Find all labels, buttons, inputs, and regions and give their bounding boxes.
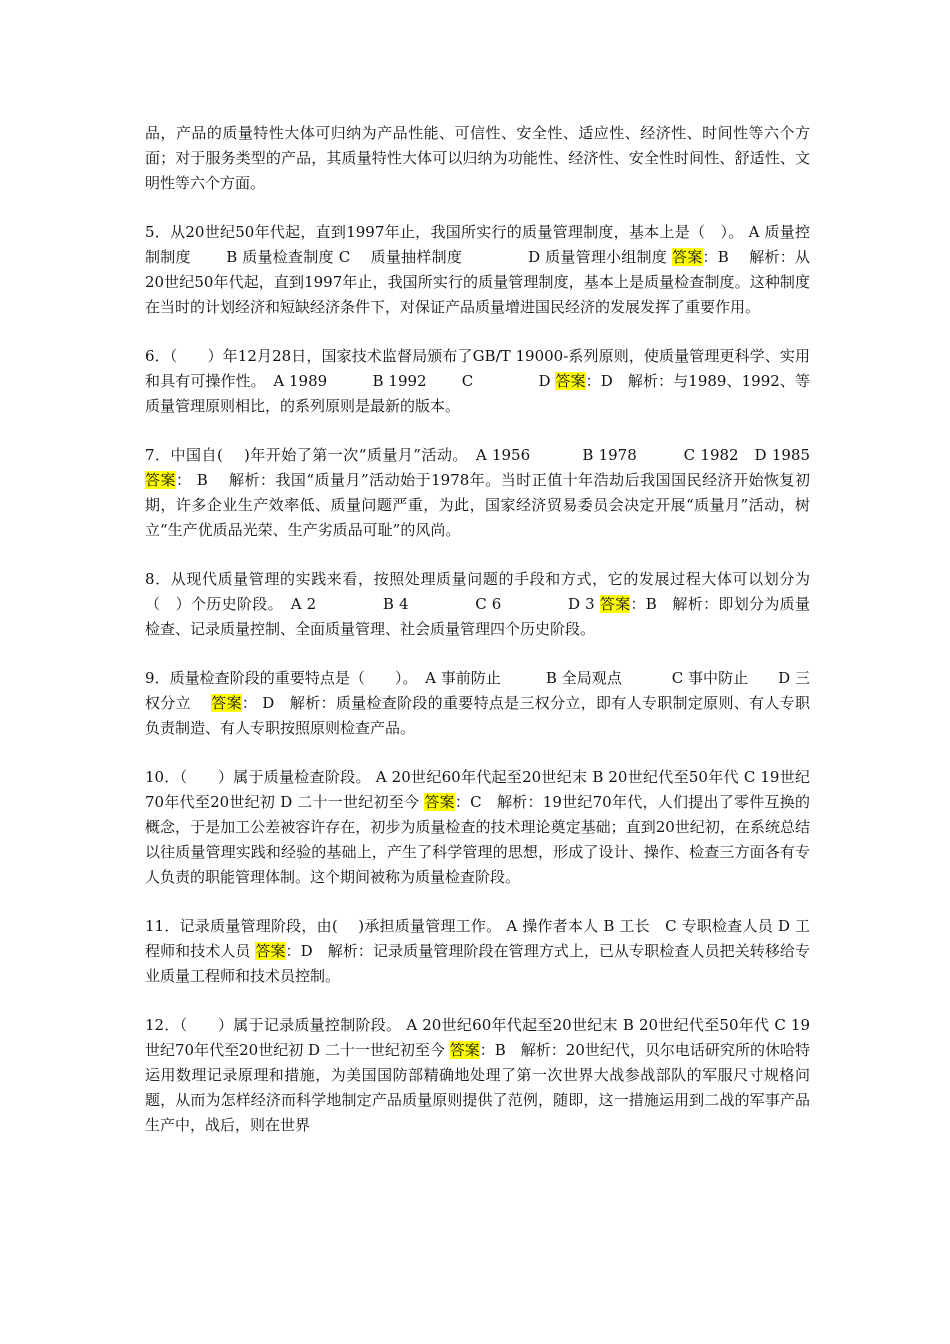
question-12-text: 12．（ ）属于记录质量控制阶段。 A 20世纪60年代起至20世纪末 B 20世纪代至50年代 C 19世纪70年代至20世纪初 D 二十一世纪初至今 bbox=[145, 1016, 810, 1059]
question-6 bbox=[145, 344, 810, 419]
answer-label-highlight: 答案 bbox=[449, 1041, 480, 1059]
answer-label-highlight: 答案 bbox=[555, 372, 586, 390]
question-12 bbox=[145, 1013, 810, 1138]
answer-label-highlight: 答案 bbox=[211, 694, 242, 712]
question-9 bbox=[145, 666, 810, 741]
question-6-text: 6．（ ）年12月28日，国家技术监督局颁布了GB/T 19000-系列原则，使质量管理更科学、实用和具有可操作性。 A 1989 B 1992 C D bbox=[145, 347, 810, 390]
question-6-answer: ：D 解析：与1989、1992、等质量管理原则相比，的系列原则是最新的版本。 bbox=[145, 372, 810, 415]
question-7-text: 7．中国自( )年开始了第一次“质量月”活动。 A 1956 B 1978 C 1982 D 1985 bbox=[145, 446, 810, 464]
question-9-text: 9．质量检查阶段的重要特点是（ ）。 A 事前防止 B 全局观点 C 事中防止 D 三权分立 bbox=[145, 669, 810, 712]
answer-label-highlight: 答案 bbox=[599, 595, 631, 613]
answer-label-highlight: 答案 bbox=[672, 248, 703, 266]
question-8-text: 8．从现代质量管理的实践来看，按照处理质量问题的手段和方式，它的发展过程大体可以划分为（ ）个历史阶段。 A 2 B 4 C 6 D 3 bbox=[145, 570, 810, 613]
question-11-answer: ：D 解析：记录质量管理阶段在管理方式上，已从专职检查人员把关转移给专业质量工程师和技术员控制。 bbox=[145, 942, 810, 985]
question-10-text: 10．（ ）属于质量检查阶段。 A 20世纪60年代起至20世纪末 B 20世纪代至50年代 C 19世纪70年代至20世纪初 D 二十一世纪初至今 bbox=[145, 768, 810, 811]
question-7-answer: ： B 解析：我国“质量月”活动始于1978年。当时正值十年浩劫后我国国民经济开始恢复初期，许多企业生产效率低、质量问题严重，为此，国家经济贸易委员会决定开展“质量月”活动，树立“生产优质品光荣、生产劣质品可耻”的风尚。 bbox=[145, 471, 810, 539]
question-10-answer: ：C 解析：19世纪70年代，人们提出了零件互换的概念，于是加工公差被容许存在，初步为质量检查的技术理论奠定基础；直到20世纪初，在系统总结以往质量管理实践和经验的基础上，产生了科学管理的思想，形成了设计、操作、检查三方面各有专人负责的职能管理体制。这个期间被称为质量检查阶段。 bbox=[145, 793, 810, 886]
intro-paragraph bbox=[145, 121, 810, 196]
question-5-text: 5．从20世纪50年代起，直到1997年止，我国所实行的质量管理制度，基本上是（ ）。 A 质量控制制度 B 质量检查制度 C 质量抽样制度 D 质量管理小组制度 bbox=[145, 223, 810, 266]
answer-label-highlight: 答案 bbox=[424, 793, 455, 811]
question-5-answer: ：B 解析：从20世纪50年代起，直到1997年止，我国所实行的质量管理制度，基本上是质量检查制度。这种制度在当时的计划经济和短缺经济条件下，对保证产品质量增进国民经济的发展发挥了重要作用。 bbox=[145, 248, 810, 316]
question-9-answer: ： D 解析：质量检查阶段的重要特点是三权分立，即有人专职制定原则、有人专职负责制造、有人专职按照原则检查产品。 bbox=[145, 694, 810, 737]
document-page bbox=[145, 121, 810, 1162]
question-8 bbox=[145, 567, 810, 642]
question-11 bbox=[145, 914, 810, 989]
question-12-answer: ：B 解析：20世纪代，贝尔电话研究所的休哈特运用数理记录原理和措施，为美国国防部精确地处理了第一次世界大战参战部队的军服尺寸规格问题，从而为怎样经济而科学地制定产品质量原则提供了范例，随即，这一措施运用到二战的军事产品生产中，战后，则在世界 bbox=[145, 1041, 810, 1134]
question-10 bbox=[145, 765, 810, 890]
answer-label-highlight: 答案 bbox=[255, 942, 286, 960]
question-7 bbox=[145, 443, 810, 543]
question-11-text: 11．记录质量管理阶段，由( )承担质量管理工作。 A 操作者本人 B 工长 C 专职检查人员 D 工程师和技术人员 bbox=[145, 917, 810, 960]
question-5 bbox=[145, 220, 810, 320]
question-8-answer: ：B 解析：即划分为质量检查、记录质量控制、全面质量管理、社会质量管理四个历史阶段。 bbox=[145, 595, 810, 638]
answer-label-highlight: 答案 bbox=[145, 471, 176, 489]
intro-text: 品，产品的质量特性大体可归纳为产品性能、可信性、安全性、适应性、经济性、时间性等六个方面；对于服务类型的产品，其质量特性大体可以归纳为功能性、经济性、安全性时间性、舒适性、文明性等六个方面。 bbox=[145, 124, 810, 192]
